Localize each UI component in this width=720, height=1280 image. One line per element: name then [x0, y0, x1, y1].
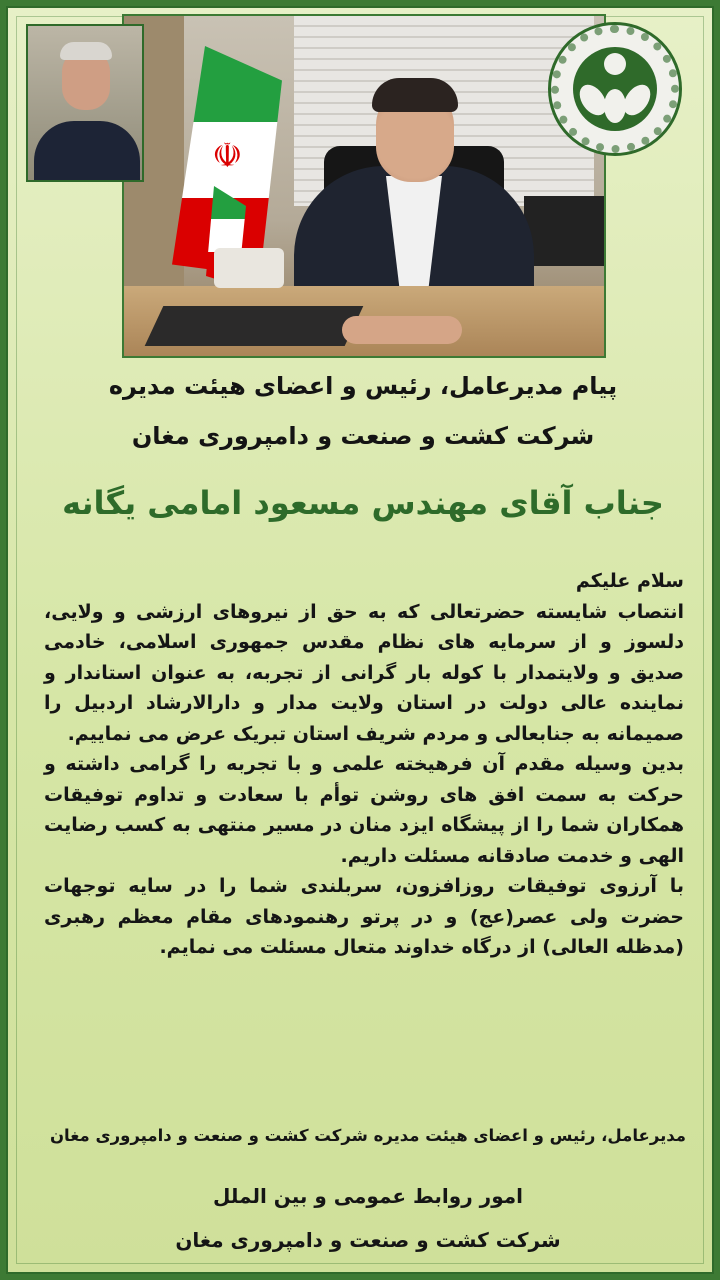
photo-phone [214, 248, 284, 288]
main-photo [122, 14, 606, 358]
inset-person-body [34, 121, 140, 182]
company-logo-icon [548, 22, 682, 156]
photo-person-hair [372, 78, 458, 112]
flag-emblem-icon: ☫ [212, 136, 243, 176]
logo-inner [573, 47, 657, 131]
photo-monitor [524, 196, 604, 266]
message-body [44, 566, 684, 963]
inset-portrait [26, 24, 144, 182]
message-greeting: سلام علیکم [575, 570, 684, 592]
message-paragraph-1: انتصاب شایسته حضرتعالی که به حق از نیروهای ارزشی و ولایی، دلسوز و از سرمایه های نظام مقدس جمهوری اسلامی، خادمی صدیق و ولایتمدار با کوله بار گرانی از تجربه، به عنوان استاندار و نماینده عالی دولت در استان ولایت مدار و دارالارشاد اردبیل را صمیمانه به جنابعالی و مردم شریف استان تبریک عرض می نماییم. [44, 600, 684, 745]
signature-line: مدیرعامل، رئیس و اعضای هیئت مدیره شرکت کشت و صنعت و دامپروری مغان [49, 1126, 687, 1145]
logo-dot-icon [604, 53, 626, 75]
photo-desk-mat [145, 306, 364, 346]
honoree-name: جناب آقای مهندس مسعود امامی یگانه [62, 484, 664, 522]
message-paragraph-2: بدین وسیله مقدم آن فرهیخته علمی و با تجربه را گرامی داشته و حرکت به سمت افق های روشن توأم با سعادت و تداوم توفیقات همکاران شما را از پیشگاه ایزد منان در مسیر منتهی به کسب رضایت الهی و خدمت صادقانه مسئلت داریم. [44, 753, 684, 867]
poster-frame [6, 6, 714, 1274]
inset-person-hair [60, 42, 112, 60]
department-name: امور روابط عمومی و بین الملل [213, 1184, 523, 1208]
company-name: شرکت کشت و صنعت و دامپروری مغان [175, 1228, 561, 1252]
header-line-1: پیام مدیرعامل، رئیس و اعضای هیئت مدیره [108, 372, 618, 400]
photo-person-hands [342, 316, 462, 344]
message-paragraph-3: با آرزوی توفیقات روزافزون، سربلندی شما را در سایه توجهات حضرت ولی عصر(عج) و در پرتو رهنمودهای مقام معظم رهبری (مدظله العالی) از درگاه خداوند متعال مسئلت می نمایم. [44, 875, 684, 958]
header-line-2: شرکت کشت و صنعت و دامپروری مغان [131, 422, 595, 450]
